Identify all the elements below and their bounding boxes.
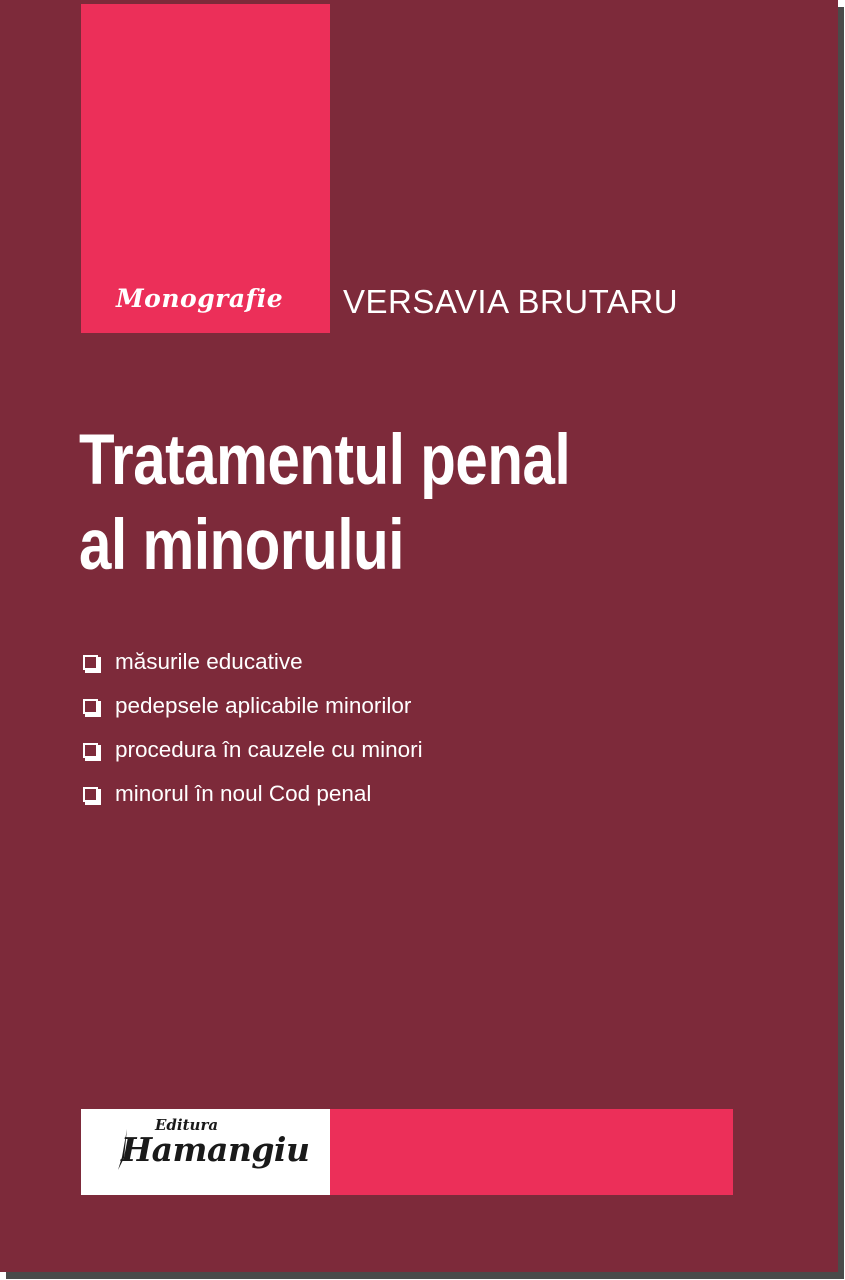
feature-label: procedura în cauzele cu minori [115,737,423,762]
book-title [79,418,653,588]
series-label: Monografie [116,284,284,313]
feature-label: minorul în noul Cod penal [115,781,372,806]
feature-label: măsurile educative [115,649,303,674]
publisher-line-1: Editura [155,1116,219,1134]
feature-item [83,728,423,772]
feature-item [83,640,423,684]
checkbox-icon [83,743,98,758]
author-name: VERSAVIA BRUTARU [343,283,679,320]
feature-label: pedepsele aplicabile minorilor [115,693,412,718]
checkbox-icon [83,787,98,802]
feature-list [83,640,423,816]
feature-item [83,684,423,728]
feature-item [83,772,423,816]
title-line-1: Tratamentul penal [79,421,571,500]
title-line-2: al minorului [79,506,405,585]
checkbox-icon [83,699,98,714]
checkbox-icon [83,655,98,670]
publisher-line-2: Hamangiu [121,1130,310,1169]
